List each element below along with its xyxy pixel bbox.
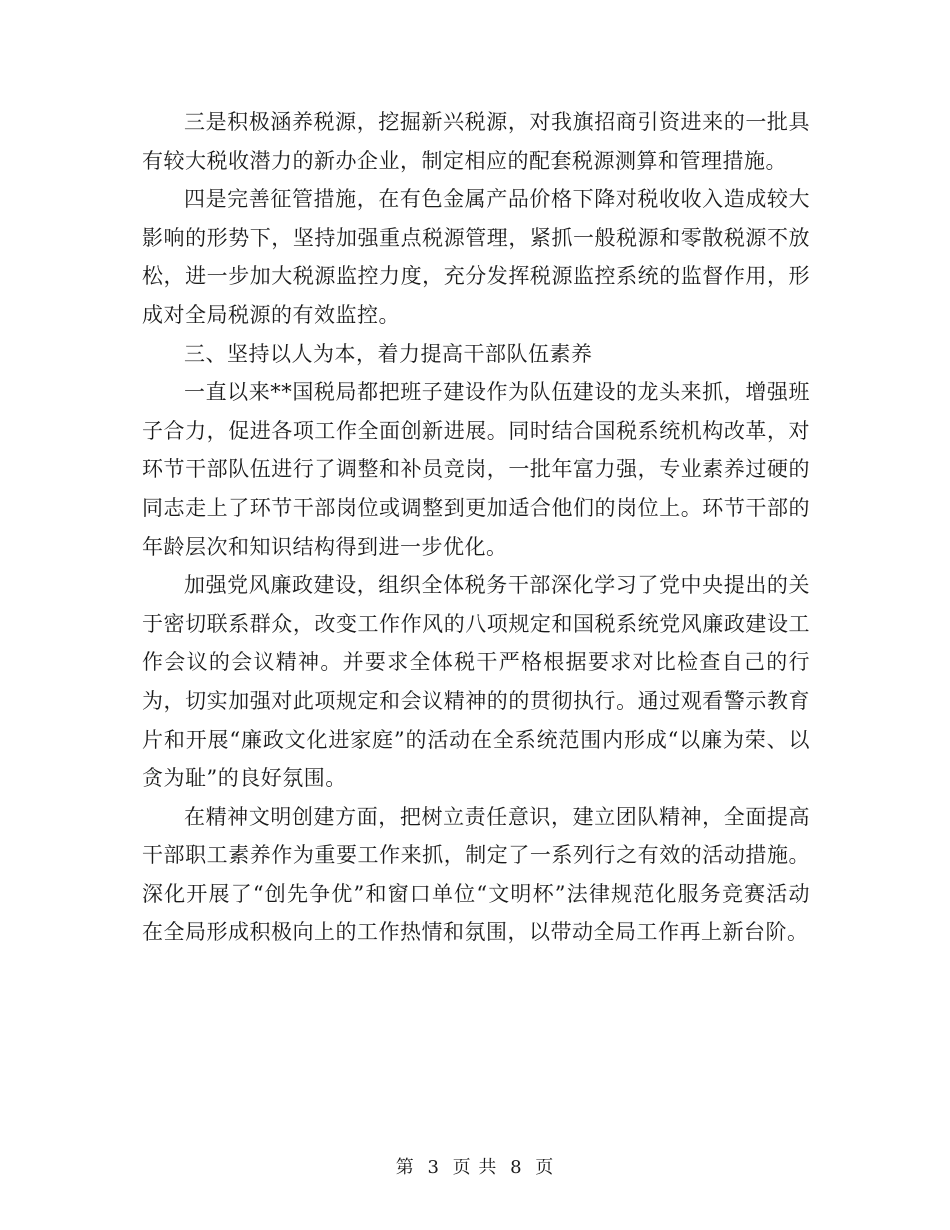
total-page-number: 8 (510, 1157, 523, 1178)
footer-suffix: 页 (535, 1157, 555, 1178)
footer-prefix: 第 (395, 1157, 415, 1178)
page-footer (0, 1153, 950, 1179)
paragraph-team-building: 一直以来**国税局都把班子建设作为队伍建设的龙头来抓，增强班子合力，促进各项工作全面创新进展。同时结合国税系统机构改革，对环节干部队伍进行了调整和补员竞岗，一批年富力强，专业素养过硬的同志走上了环节干部岗位或调整到更加适合他们的岗位上。环节干部的年龄层次和知识结构得到进一步优化。 (142, 380, 810, 559)
paragraph-improve-collection: 四是完善征管措施，在有色金属产品价格下降对税收收入造成较大影响的形势下，坚持加强重点税源管理，紧抓一般税源和零散税源不放松，进一步加大税源监控力度，充分发挥税源监控系统的监督作用，形成对全局税源的有效监控。 (142, 187, 810, 327)
footer-middle: 页 共 (452, 1157, 498, 1178)
current-page-number: 3 (427, 1157, 440, 1178)
paragraph-integrity-building: 加强党风廉政建设，组织全体税务干部深化学习了党中央提出的关于密切联系群众，改变工作作风的八项规定和国税系统党风廉政建设工作会议的会议精神。并要求全体税干严格根据要求对比检查自己的行为，切实加强对此项规定和会议精神的的贯彻执行。通过观看警示教育片和开展“廉政文化进家庭”的活动在全系统范围内形成“以廉为荣、以贪为耻”的良好氛围。 (142, 573, 810, 791)
paragraph-spiritual-civilization: 在精神文明创建方面，把树立责任意识，建立团队精神，全面提高干部职工素养作为重要工作来抓，制定了一系列行之有效的活动措施。深化开展了“创先争优”和窗口单位“文明杯”法律规范化服务竞赛活动在全局形成积极向上的工作热情和氛围，以带动全局工作再上新台阶。 (142, 804, 810, 945)
document-body (142, 103, 810, 952)
paragraph-cultivate-tax-sources: 三是积极涵养税源，挖掘新兴税源，对我旗招商引资进来的一批具有较大税收潜力的新办企业，制定相应的配套税源测算和管理措施。 (142, 110, 810, 173)
section-heading-staff-quality: 三、坚持以人为本，着力提高干部队伍素养 (184, 341, 593, 366)
